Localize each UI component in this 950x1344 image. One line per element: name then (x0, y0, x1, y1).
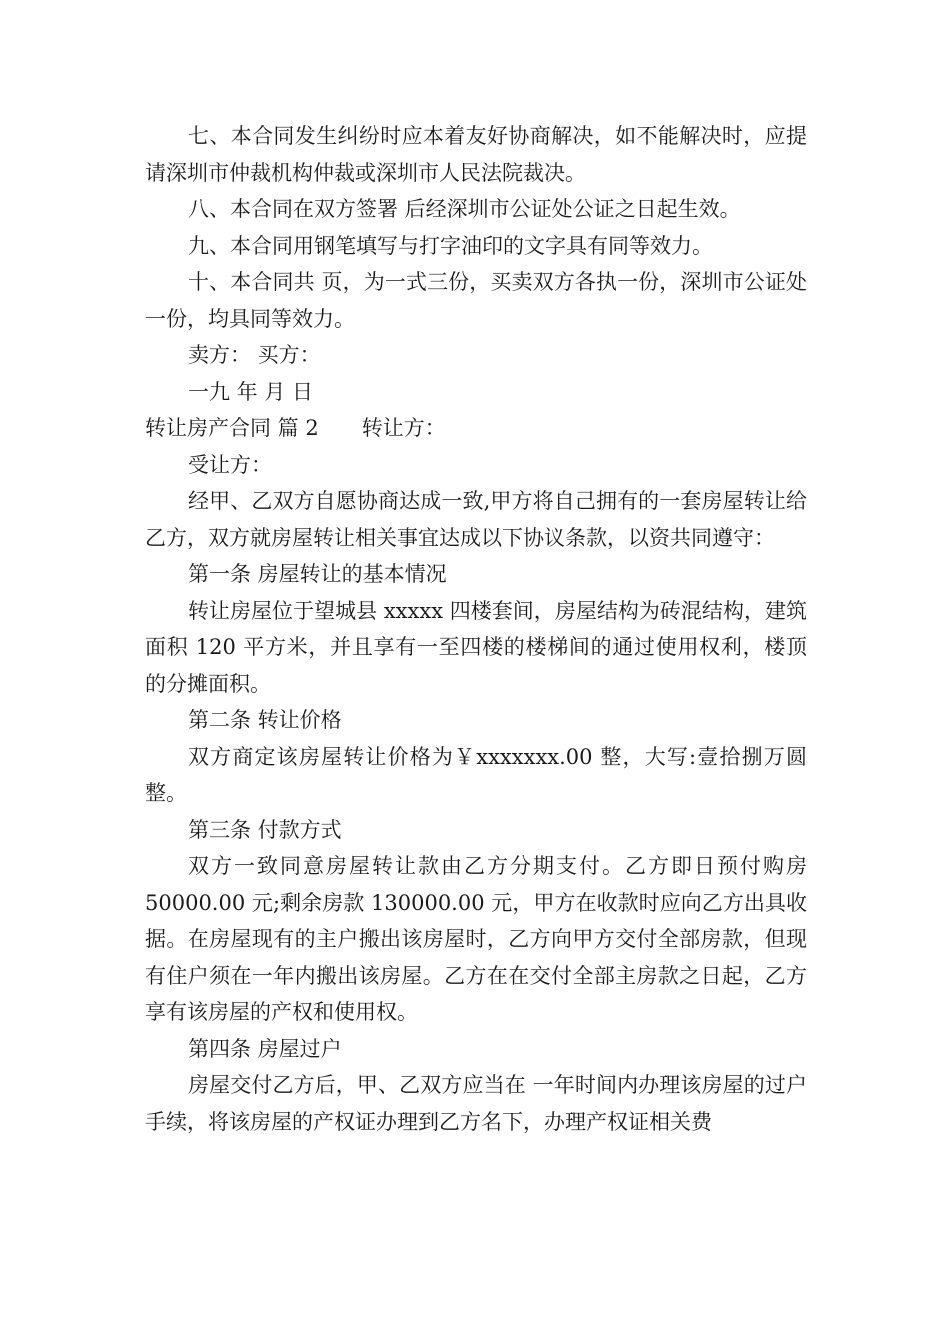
contract-heading-line (145, 410, 807, 447)
article-4-body: 房屋交付乙方后，甲、乙双方应当在 一年时间内办理该房屋的过户手续，将该房屋的产权证办理到乙方名下，办理产权证相关费 (145, 1073, 807, 1134)
article-1-body: 转让房屋位于望城县 xxxxx 四楼套间，房屋结构为砖混结构，建筑面积 120 平方米，并且享有一至四楼的楼梯间的通过使用权利，楼顶的分摊面积。 (145, 598, 807, 696)
transferor-label: 转让方： (361, 416, 446, 440)
agreement-preamble: 经甲、乙双方自愿协商达成一致,甲方将自己拥有的一套房屋转让给乙方，双方就房屋转让相关事宜达成以下协议条款，以资共同遵守： (145, 489, 807, 550)
clause-10: 十、本合同共 页，为一式三份，买卖双方各执一份，深圳市公证处一份，均具同等效力。 (145, 270, 807, 331)
clause-8: 八、本合同在双方签署 后经深圳市公证处公证之日起生效。 (188, 197, 741, 221)
article-1-heading: 第一条 房屋转让的基本情况 (188, 562, 447, 586)
signature-parties: 卖方： 买方： (188, 343, 321, 367)
transferee-label: 受让方： (188, 452, 272, 477)
document-body (145, 118, 807, 1140)
article-2-body: 双方商定该房屋转让价格为￥xxxxxxx.00 整，大写:壹拾捌万圆整。 (145, 744, 807, 805)
article-2-heading: 第二条 转让价格 (188, 708, 342, 732)
clause-7: 七、本合同发生纠纷时应本着友好协商解决，如不能解决时，应提请深圳市仲裁机构仲裁或深圳市人民法院裁决。 (145, 124, 807, 185)
article-3-heading: 第三条 付款方式 (188, 817, 342, 842)
contract-title: 转让房产合同 篇 2 (145, 416, 319, 440)
clause-9: 九、本合同用钢笔填写与打字油印的文字具有同等效力。 (188, 233, 713, 258)
article-4-heading: 第四条 房屋过户 (188, 1036, 342, 1061)
article-3-body: 双方一致同意房屋转让款由乙方分期支付。乙方即日预付购房 50000.00 元;剩余房款 130000.00 元，甲方在收款时应向乙方出具收据。在房屋现有的主户搬出该房屋时，乙方向甲方交付全部房款，但现有住户须在一年内搬出该房屋。乙方在在交付全部主房款之日起，乙方享有该房屋的产权和使用权。 (145, 854, 807, 1024)
signature-date: 一九 年 月 日 (188, 379, 314, 404)
